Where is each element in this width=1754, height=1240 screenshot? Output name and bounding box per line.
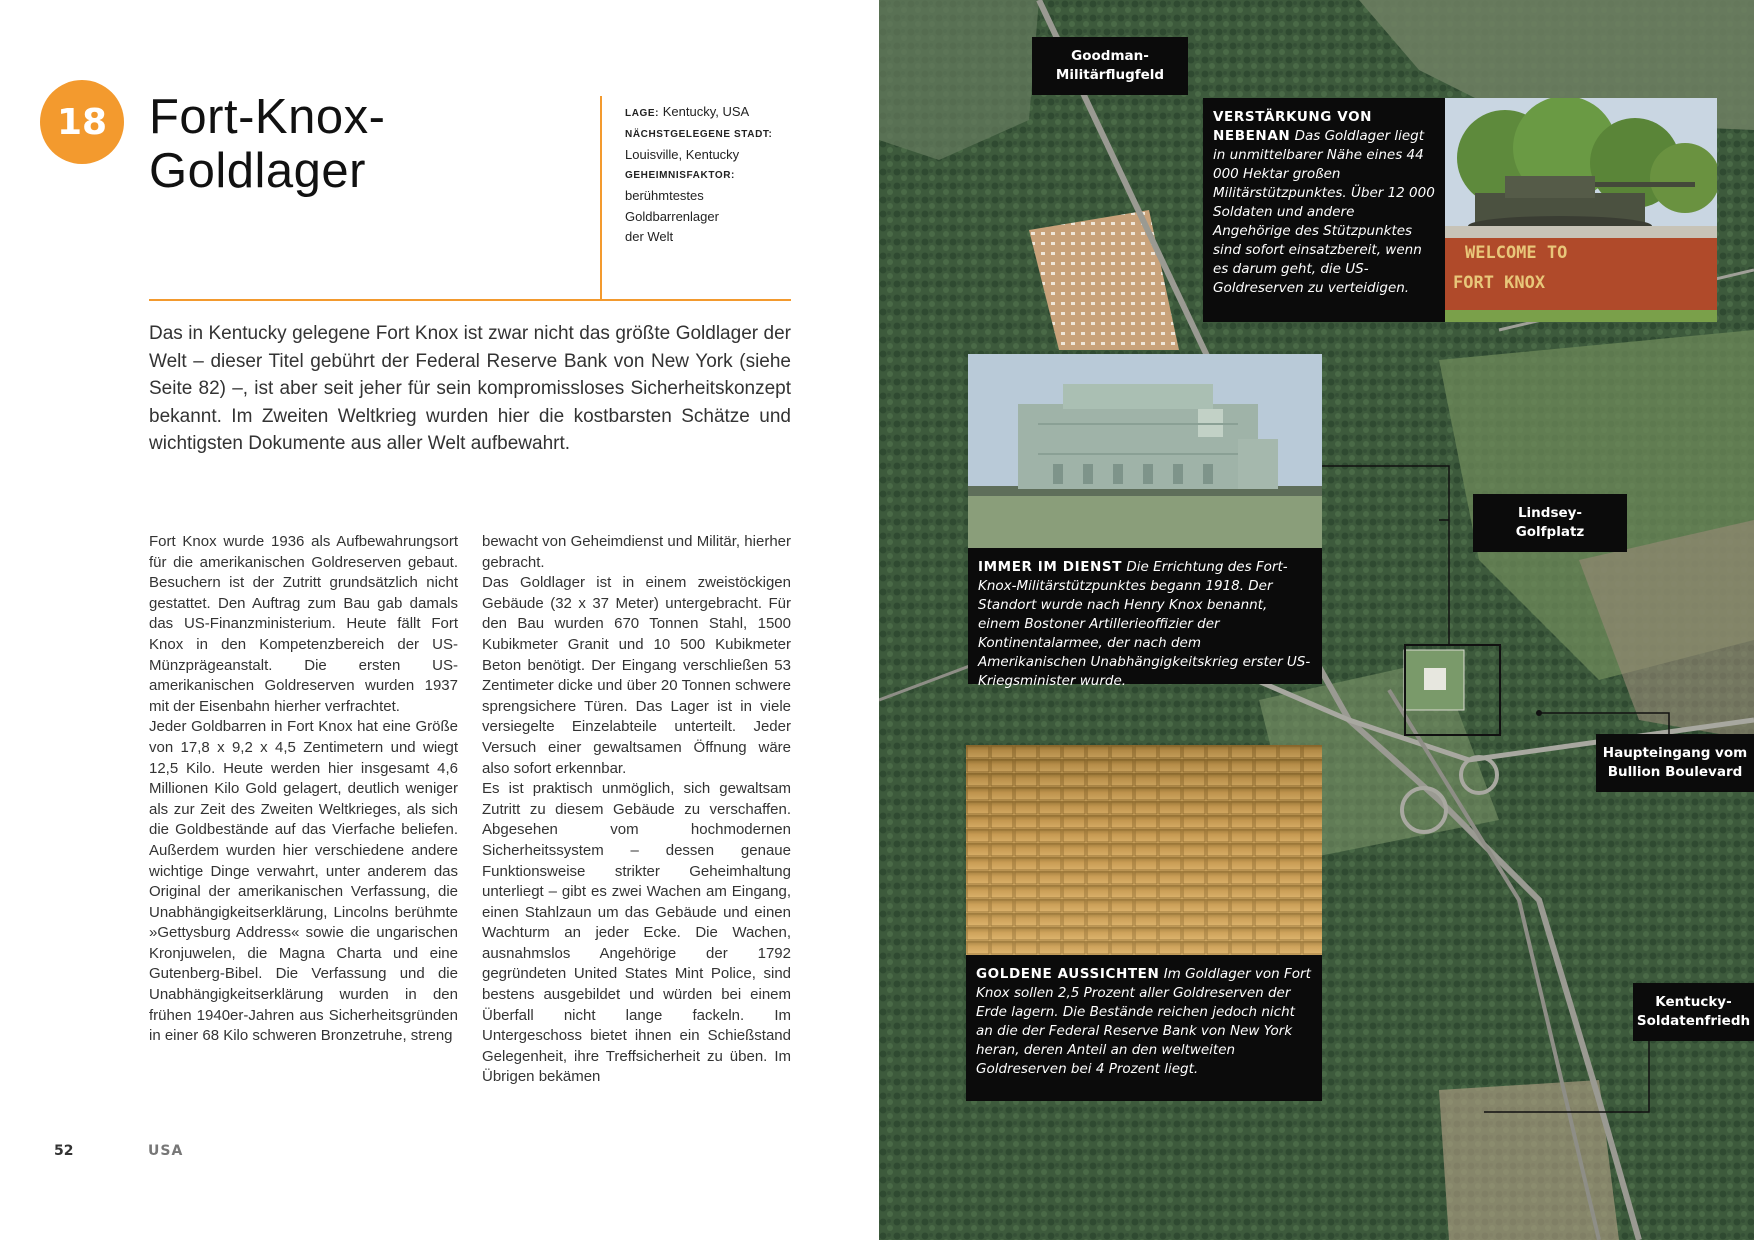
chapter-number-badge: 18 [40,80,124,164]
depository-image [968,354,1322,548]
aerial-map-page [879,0,1754,1240]
fact-divider-vertical [600,96,602,301]
map-label-lindsey-golf: Lindsey- Golfplatz [1473,494,1627,552]
city-label: NÄCHSTGELEGENE STADT: [625,128,773,140]
body-paragraph: Fort Knox wurde 1936 als Aufbewahrungsort für die amerikanischen Goldreserven gebaut. Besuchern ist der Zutritt grundsätzlich nicht gestattet. Den Auftrag zum Bau gab damals das US-Finanzministerium. Heute fällt Fort Knox in den Kompetenzbereich der US-Münzprägeanstalt. Die ersten US-amerikanischen Goldreserven wurden 1937 mit der Eisenbahn hierher verfrachtet. [149,533,458,715]
body-column-2 [482,532,791,1107]
mystery-value-2: Goldbarrenlager [625,208,719,224]
map-label-soldiers-cemetery: Kentucky- Soldatenfriedh [1633,983,1754,1041]
tank-sign-image [1445,98,1717,322]
title-divider-horizontal [149,299,791,301]
fact-box [625,102,795,248]
callout-text: Im Goldlager von Fort Knox sollen 2,5 Prozent aller Goldreserven der Erde lagern. Die Bestände reichen jedoch nicht an die der Federal Reserve Bank von New York heran, deren Anteil an den weltweiten Goldreserven bei 4 Prozent liegt. [976,966,1311,1077]
callout-text: Die Errichtung des Fort-Knox-Militärstützpunktes begann 1918. Der Standort wurde nach Henry Knox benannt, einem Bostoner Artillerieoffizier der Kontinentalarmee, der nach dem Amerikanischen Unabhängigkeitskrieg erster US-Kriegsminister wurde. [978,559,1311,689]
body-paragraph: Das Goldlager ist in einem zweistöckigen Gebäude (32 x 37 Meter) untergebracht. Für den Bau wurden 670 Tonnen Stahl, 1500 Kubikmeter Granit und 10 500 Kubikmeter Beton benötigt. Der Eingang verschließen 53 Zentimeter dicke und über 20 Tonnen schwere sprengsichere Türen. Das Lager ist in viele versiegelte Einzelabteile unterteilt. Jeder Versuch einer gewaltsamen Öffnung wäre also sofort erkennbar. [482,574,791,777]
gold-bars-image [966,745,1322,955]
title-line-1: Fort-Knox- [149,90,386,144]
callout-text: Das Goldlager liegt in unmittelbarer Nähe eines 44 000 Hektar großen Militärstützpunktes. Über 12 000 Soldaten und andere Angehörige des Stützpunktes sind sofort einsatzbereit, wenn es darum geht, die US-Goldreserven zu verteidigen. [1213,128,1435,296]
mystery-label: GEHEIMNISFAKTOR: [625,169,735,181]
map-label-main-entrance: Haupteingang vom Bullion Boulevard [1596,734,1754,792]
body-paragraph: Jeder Goldbarren in Fort Knox hat eine Größe von 17,8 x 9,2 x 4,5 Zentimetern und wiegt 12,5 Kilo. Heute werden hier insgesamt 4,6 Millionen Kilo Gold gelagert, deutlich weniger als zur Zeit des Zweiten Weltkrieges, als sich die Goldbestände auf das Vierfache beliefen. Außerdem wurden hier verschiedene andere wichtige Dinge verwahrt, unter anderem das Original der amerikanischen Verfassung, die Unabhängigkeitserklärung, Lincolns berühmte »Gettysburg Address« sowie die ungarischen Kronjuwelen, die Magna Charta und eine Gutenberg-Bibel. Die Verfassung und die Unabhängigkeitserklärung wurden in den frühen 1940er-Jahren aus Sicherheitsgründen in einer 68 Kilo schweren Bronzetruhe, streng [149,718,458,1045]
callout-always-on-duty [968,548,1322,689]
page-number: 52 [54,1143,74,1159]
sign-text-line-2: FORT KNOX [1453,273,1546,293]
location-value: Kentucky, USA [662,104,750,119]
depository-building-photo [968,354,1322,548]
location-label: LAGE: [625,108,660,119]
page-title [149,90,569,198]
city-value: Louisville, Kentucky [625,147,740,162]
mystery-value-3: der Welt [625,229,674,244]
body-paragraph: Es ist praktisch unmöglich, sich gewaltsam Zutritt zu diesem Gebäude zu verschaffen. Abgesehen vom hochmodernen Sicherheitssystem – dessen genaue Funktionsweise strikter Geheimhaltung unterliegt – gibt es zwei Wachen am Eingang, einen Stahlzaun um das Gebäude und einen Wachturm an jeder Ecke. Die Wachen, ausnahmslos Angehörige der 1792 gegründeten United States Mint Police, sind bestens ausgebildet und würden bei einem Überfall nicht lange fackeln. Im Untergeschoss bietet ihnen ein Schießstand Gelegenheit, ihre Treffsicherheit zu üben. Im Übrigen bekämen [482,780,791,1086]
intro-paragraph: Das in Kentucky gelegene Fort Knox ist zwar nicht das größte Goldlager der Welt – dieser Titel gebührt der Federal Reserve Bank von New York (siehe Seite 82) –, ist aber seit jeher für sein kompromissloses Sicherheitskonzept bekannt. Im Zweiten Weltkrieg wurden hier die kostbarsten Schätze und wichtigsten Dokumente aus aller Welt aufbewahrt. [149,323,791,454]
callout-title: VERSTÄRKUNG VON NEBENAN [1213,109,1373,144]
title-line-2: Goldlager [149,144,366,198]
gold-bars-photo [966,745,1322,955]
body-paragraph: bewacht von Geheimdienst und Militär, hierher gebracht. [482,533,791,571]
callout-title: IMMER IM DIENST [978,559,1123,575]
body-column-1 [149,532,458,1107]
sign-text-line-1: WELCOME TO [1465,243,1568,263]
section-label: USA [148,1143,184,1159]
callout-reinforcement [1203,98,1445,322]
callout-golden-prospects [966,955,1322,1101]
tank-sign-photo [1445,98,1717,322]
callout-title: GOLDENE AUSSICHTEN [976,966,1160,982]
map-label-goodman-airfield: Goodman- Militärflugfeld [1032,37,1188,95]
mystery-value-1: berühmtestes [625,188,704,203]
